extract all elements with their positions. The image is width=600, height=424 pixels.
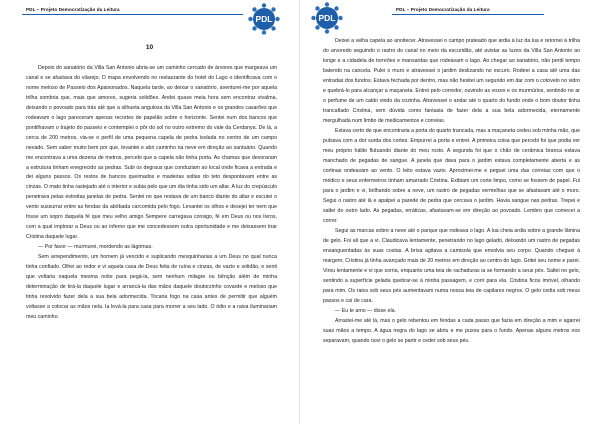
paragraph: Estava certo de que encontraria a porta do quarto trancada, mas a maçaneta cedeu sob minha mão, que pulsava com a dor surda dos cortes. Empurrei a porta e entrei. A primeira coisa que percebi foi que podia ver meu próprio hálito flutuando diante do meu rosto. A segunda foi que o chão de cerâmica branca estava manchado de pegadas de sangue. A janela que dava para o jardim estava completamente aberta e as cortinas ondeavam ao vento. O leito estava vazio. Aproximei-me e peguei uma das correias com que o médico e seus enfermeiros tinham amarrado Cristina. Exibiam um corte limpo, como se fossem de papel. Fui para o jardim e vi, brilhando sobre a neve, um rastro de pegadas vermelhas que se afastavam até o muro. Segui o rastro até lá e apalpei a parede de pedra que cercava o jardim. Havia sangue nas pedras. Trepei e saltei do outro lado. As pegadas, erráticas, afastavam-se em direção ao povoado. Lembro que comecei a correr. xyxy=(323,128,580,224)
running-head: PDL – Projeto Democratização da Leitura xyxy=(26,7,120,12)
running-head: PDL – Projeto Democratização da Leitura xyxy=(396,7,490,12)
pdl-logo-icon xyxy=(310,1,344,35)
body-text xyxy=(323,36,580,346)
paragraph: Sem arrependimento, um homem já vencido e suplicando mesquinharias a um Deus no qual nunca tinha confiado. Olhei ao redor e vi aquela casa de Deus feita de ruína e cinzas, de vazio e solidão, e senti que voltaria naquela mesma noite para pegá-la, sem nenhum milagre ou bênção além de minha determinação de tirá-la daquele lugar e arrancá-la das mãos daquele doutorzinho covarde e meloso que tinha resolvido fazer dela a sua bela adormecida. Tocaria fogo na casa antes de permitir que alguém voltasse a colocar as mãos nela. Ia levá-la para casa para morrer a seu lado. O ódio e a raiva iluminariam meu caminho. xyxy=(26,254,277,320)
header-rule xyxy=(22,14,243,15)
paragraph: — Por favor — murmurei, mordendo as lágrimas. xyxy=(38,244,153,251)
right-page xyxy=(300,0,600,424)
paragraph: Deixei a velha capela ao anoitecer. Atravessei o campo prateado que ardia à luz da lua e retornei à trilha do arvoredo seguindo o rastro do canal no meio da escuridão, até avistar as luzes da Villa San Antonio ao longe e a cidadela de torreões e mansardas que rodeavam o lago. Ao chegar ao sanatório, não perdi tempo batendo na cancela. Pulei o muro e atravessei o jardim deslizando no escuro. Rodeei a casa até uma das entradas dos fundos. Estava fechada por dentro, mas não hesitei um segundo em dar com o cotovelo no vidro e quebrá-lo para alcançar a maçaneta. Entrei pelo corredor, ouvindo as vozes e os murmúrios, sentindo no ar o perfume de um caldo vindo da cozinha. Atravessei o andar até o quarto do fundo onde o bom doutor tinha trancafiado Cristina, sem dúvida como fantasia de fazer dela a sua bela adormecida, eternamente mergulhada num limbo de medicamentos e correias. xyxy=(323,38,580,124)
paragraph: Arrastei-me até lá, mas o gelo rebentou em fendas a cada passo que fazia em direção a mim e agarrei suas mãos a tempo. A água negra do lago se abriu e me puxou para o fundo. Apenas alguns metros nos separavam, quando ouvi o gelo se partir e ceder sob seus pés. xyxy=(323,318,580,344)
body-text xyxy=(26,64,277,323)
paragraph: Segui as marcas sobre a neve até o parque que rodeava o lago. A lua cheia ardia sobre a grande lâmina de gelo. Foi ali que a vi. Claudicava lentamente, penetrando no lago gelado, deixando um rastro de pegadas ensanguentadas às suas costas. A brisa agitava a camisola que envolvia seu corpo. Quando cheguei à margem, Cristina já tinha avançado mais de 20 metros em direção ao centro do lago. Gritei seu nome e parei. Virou lentamente e vi que sorria, enquanto uma teia de rachaduras ia se formando a seus pés. Saltei no gelo, sentindo a superfície gelada quebrar-se à minha passagem, e corri para ela. Cristina ficou imóvel, olhando para mim. Os raios sob seus pés aumentavam numa nossa teia de capilares negros. O gelo cedia sob meus passos e caí de cara. xyxy=(323,228,580,304)
svg-text:PDL: PDL xyxy=(318,13,336,23)
paragraph: Depois do sanatório da Villa San Antonio abria-se um caminho cercado de árvores que margeava um canal e se afastava do vilarejo. O mapa envolvendo no restaurante do hotel do Lago o identificava com o nome meloso de Passeio dos Apaixonados. Naquela tarde, ao deixar o sanatório, aventurei-me por aquela trilha sombria que, mais que amores, sugeria solidões. Andei quase meia hora sem encontrar vivalma, deixando o povoado para trás até que a silhueta angulosa da Villa San Antonio e os grandes casarões que rodeavam o lago pareceram apenas recortes de papelão sobre o horizonte. Sentei num dos bancos que pontilhavam o trajeto do passeio e contemplei o pôr do sol no outro extremo do vale da Cerdanya. De lá, a cerca de 200 metros, via-se o perfil de uma pequena capela de pedra isolada no centro de um campo nevado. Sem saber muito bem por que, levantei e abri caminho na neve em direção ao santuário. Quando me encontrava a uma dezena de metros, percebi que a capela não tinha porta. As chamas que devoraram a estrutura tinham enegrecido as pedras. Subi os degraus que conduziam ao local onde ficava a entrada e dei alguns passos. Os restos de bancos queimados e madeiras soltas do teto despontavam entre as cinzas. O mato tinha rastejado até o interior e subia pelo que um dia tinha sido um altar. A luz do crepúsculo penetrava pelas estreitas janelas de pedra. Sentei no que restava de um banco diante do altar e escutei o vento sussurrar entre as fendas da abóbada carcomida pelo fogo. Levantei os olhos e desejei ter nem que fosse um sopro daquela fé que meu velho amigo Sempere carregava consigo, fé em Deus ou nos livros, com a qual implorar a Deus ou ao inferno que me concedessem outra oportunidade e me deixassem tirar Cristina daquele lugar. xyxy=(26,65,277,241)
paragraph: — Eu te amo — disse ela. xyxy=(335,308,396,314)
svg-text:PDL: PDL xyxy=(255,14,273,24)
header-rule xyxy=(392,14,544,15)
pdl-logo-icon xyxy=(247,2,281,36)
chapter-number: 10 xyxy=(145,44,154,51)
